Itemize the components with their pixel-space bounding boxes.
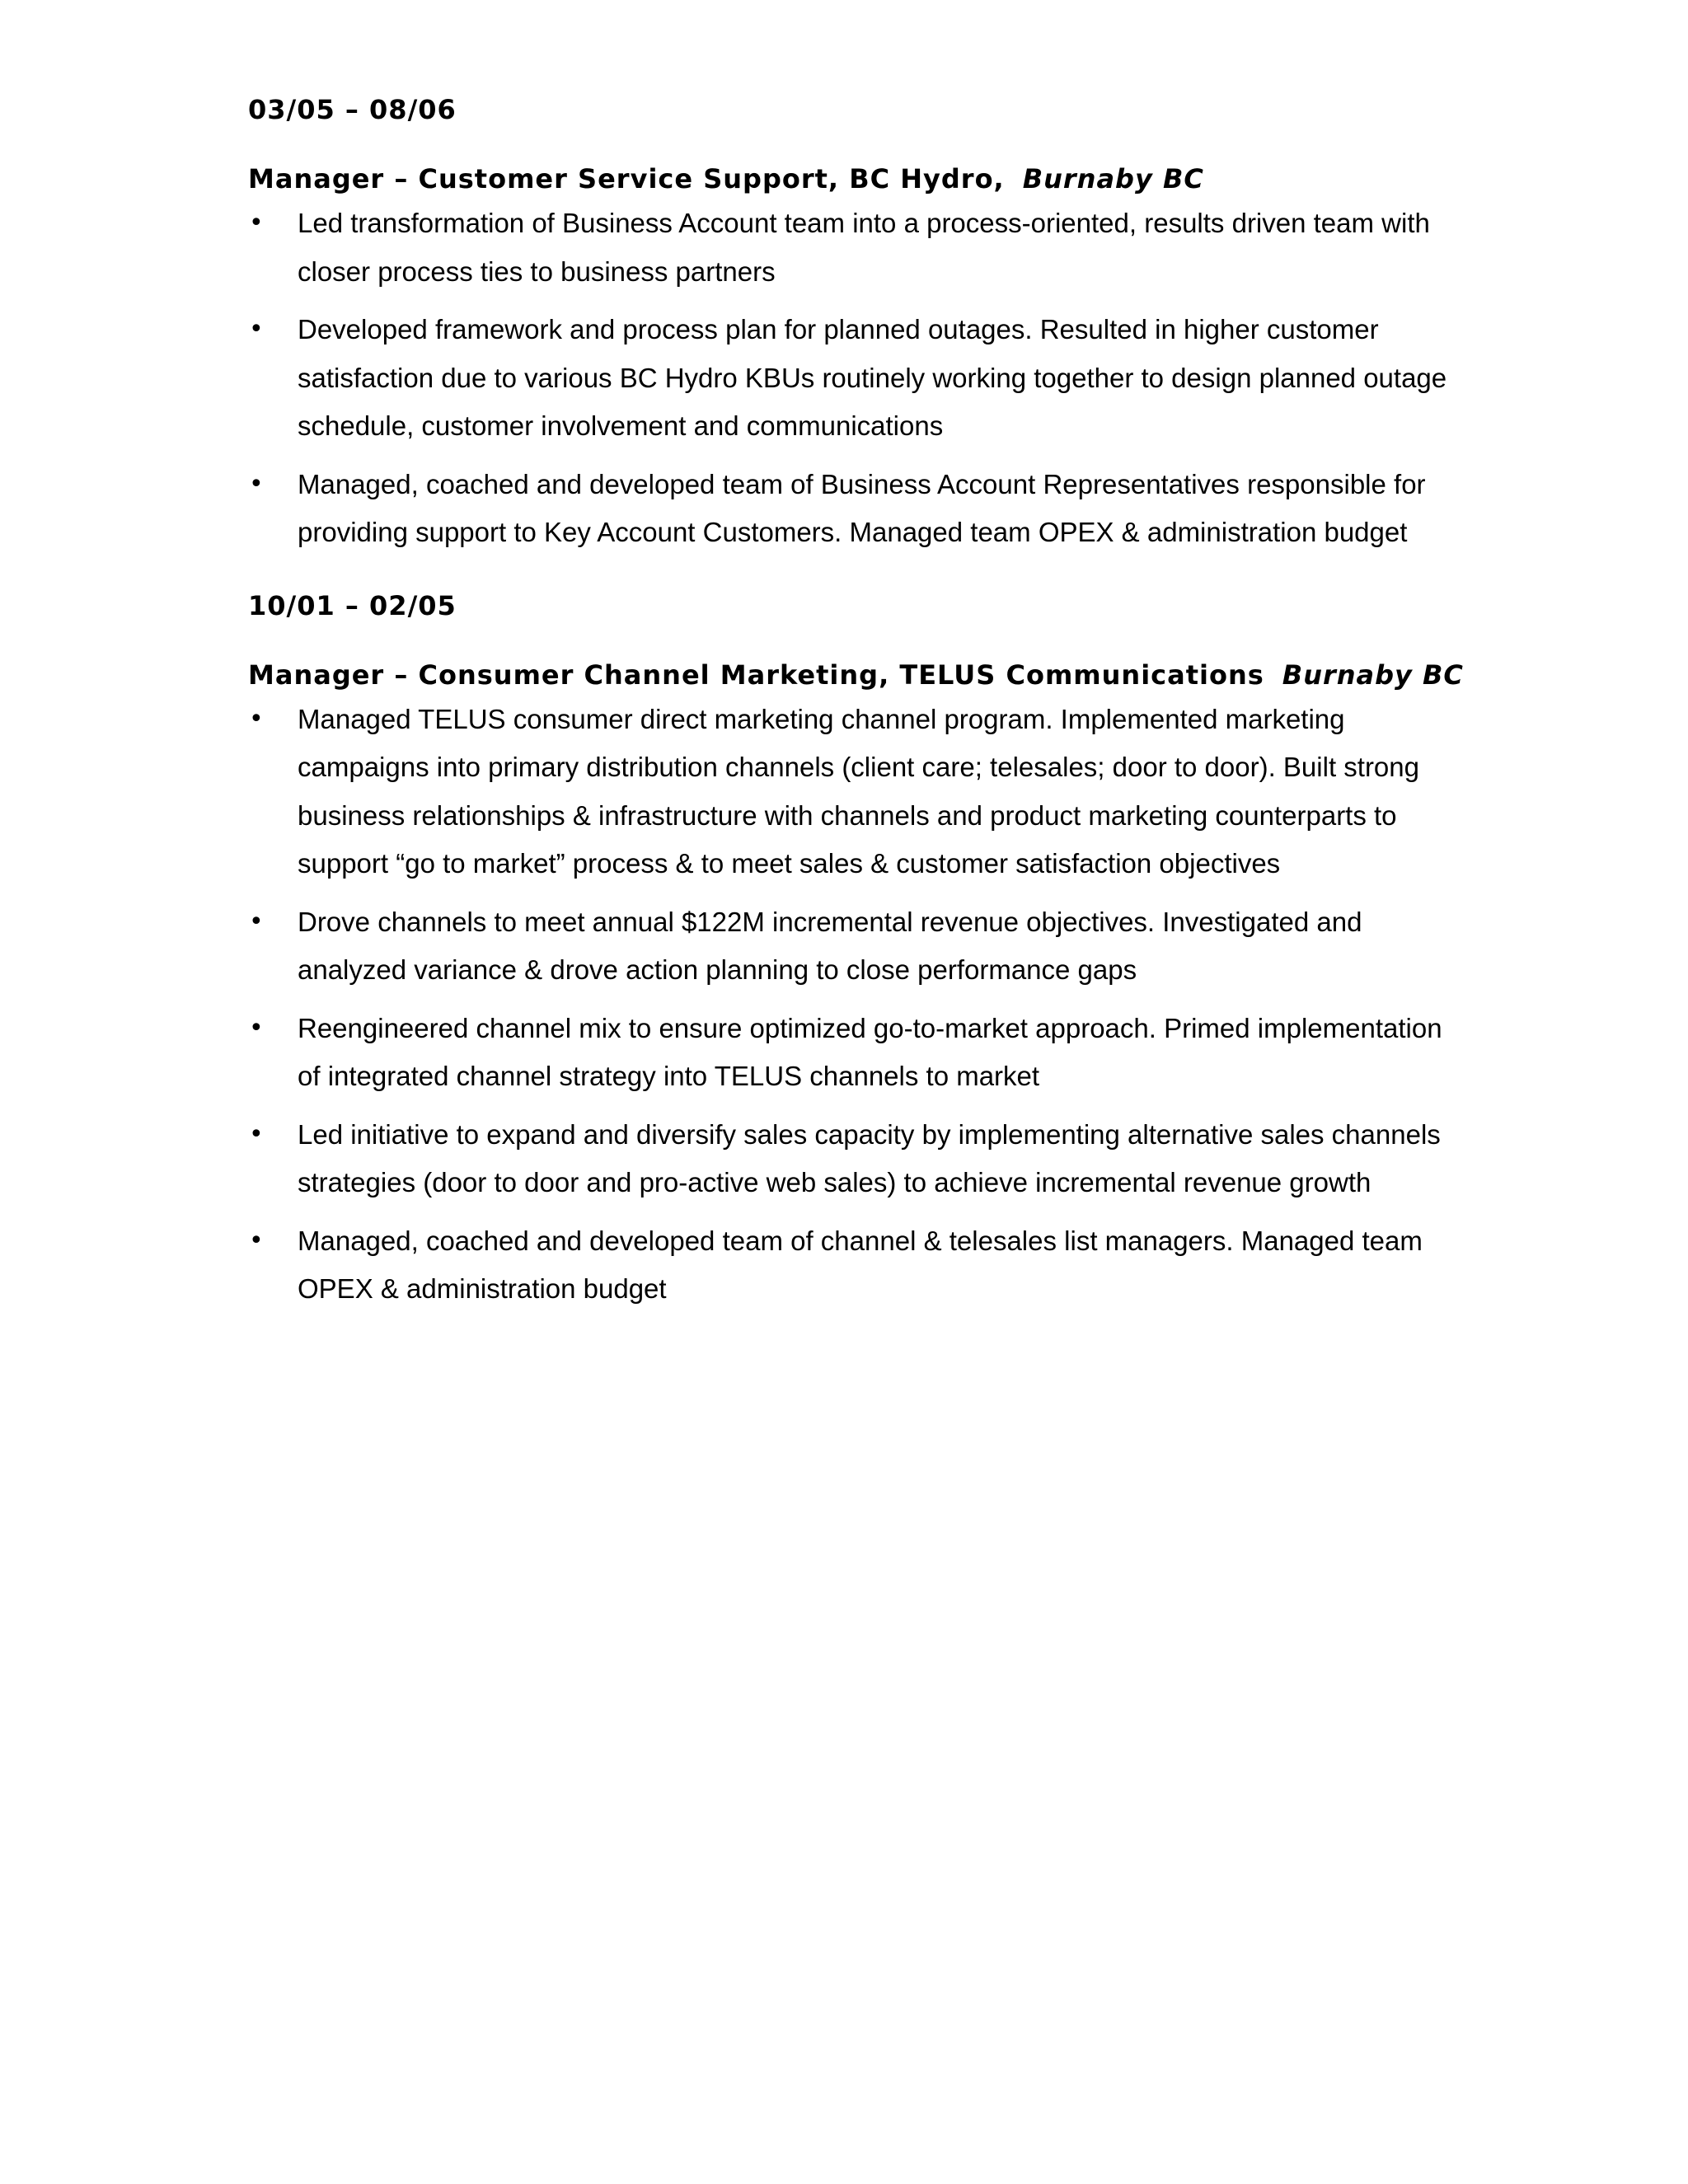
job-heading bbox=[248, 658, 1464, 692]
job-location: Burnaby BC bbox=[1282, 658, 1464, 691]
bullet-item bbox=[248, 898, 1451, 995]
bullet-icon: • bbox=[249, 1013, 264, 1043]
bullet-icon: • bbox=[249, 209, 264, 237]
bullet-item bbox=[248, 306, 1451, 451]
bullet-icon: • bbox=[249, 704, 264, 733]
bullet-text: Managed TELUS consumer direct marketing channel program. Implemented marketing campaigns into primary distribution channels (client care; telesales; door to door). Built strong business relationships & infrastructure with channels and product marketing counterparts to support “go to market” process & to meet sales & customer satisfaction objectives bbox=[298, 703, 1419, 879]
job-title: Manager – Consumer Channel Marketing, TELUS Communications bbox=[248, 658, 1264, 691]
job-heading bbox=[248, 162, 1451, 196]
experience-section bbox=[248, 92, 1464, 1324]
bullet-icon: • bbox=[249, 907, 264, 936]
job-bullets bbox=[248, 199, 1451, 557]
bullet-item bbox=[248, 1217, 1451, 1314]
bullet-item bbox=[248, 461, 1451, 557]
job-location: Burnaby BC bbox=[1022, 163, 1204, 194]
bullet-item bbox=[248, 1005, 1451, 1101]
bullet-icon: • bbox=[249, 1119, 264, 1149]
bullet-text: Reengineered channel mix to ensure optimized go-to-market approach. Primed implementation of integrated channel strategy into TELUS channels to market bbox=[298, 1012, 1442, 1091]
job-entry bbox=[248, 588, 1464, 1314]
bullet-item bbox=[248, 199, 1451, 296]
bullet-icon: • bbox=[249, 469, 264, 499]
job-bullets bbox=[248, 696, 1451, 1314]
job-dates: 10/01 – 02/05 bbox=[248, 589, 457, 621]
job-dates: 03/05 – 08/06 bbox=[248, 94, 457, 125]
bullet-icon: • bbox=[249, 1226, 264, 1255]
bullet-item bbox=[248, 1111, 1451, 1207]
bullet-text: Led initiative to expand and diversify sales capacity by implementing alternative sales channels strategies (door to door and pro-active web sales) to achieve incremental revenue growth bbox=[298, 1118, 1441, 1197]
bullet-text: Developed framework and process plan for planned outages. Resulted in higher customer satisfaction due to various BC Hydro KBUs routinely working together to design planned outage schedule, customer involvement and communications bbox=[298, 314, 1447, 441]
bullet-icon: • bbox=[249, 315, 264, 344]
job-entry bbox=[248, 92, 1451, 557]
bullet-item bbox=[248, 696, 1451, 888]
bullet-text: Managed, coached and developed team of Business Account Representatives responsible for providing support to Key Account Customers. Managed team OPEX & administration budget bbox=[298, 468, 1426, 547]
job-title: Manager – Customer Service Support, BC Hydro, bbox=[248, 163, 1005, 194]
bullet-text: Led transformation of Business Account team into a process-oriented, results driven team with closer process ties to business partners bbox=[298, 208, 1430, 287]
bullet-text: Managed, coached and developed team of channel & telesales list managers. Managed team OPEX & administration budget bbox=[298, 1225, 1423, 1304]
section-spacer bbox=[248, 567, 1451, 588]
bullet-text: Drove channels to meet annual $122M incremental revenue objectives. Investigated and analyzed variance & drove action planning to close performance gaps bbox=[298, 906, 1362, 985]
